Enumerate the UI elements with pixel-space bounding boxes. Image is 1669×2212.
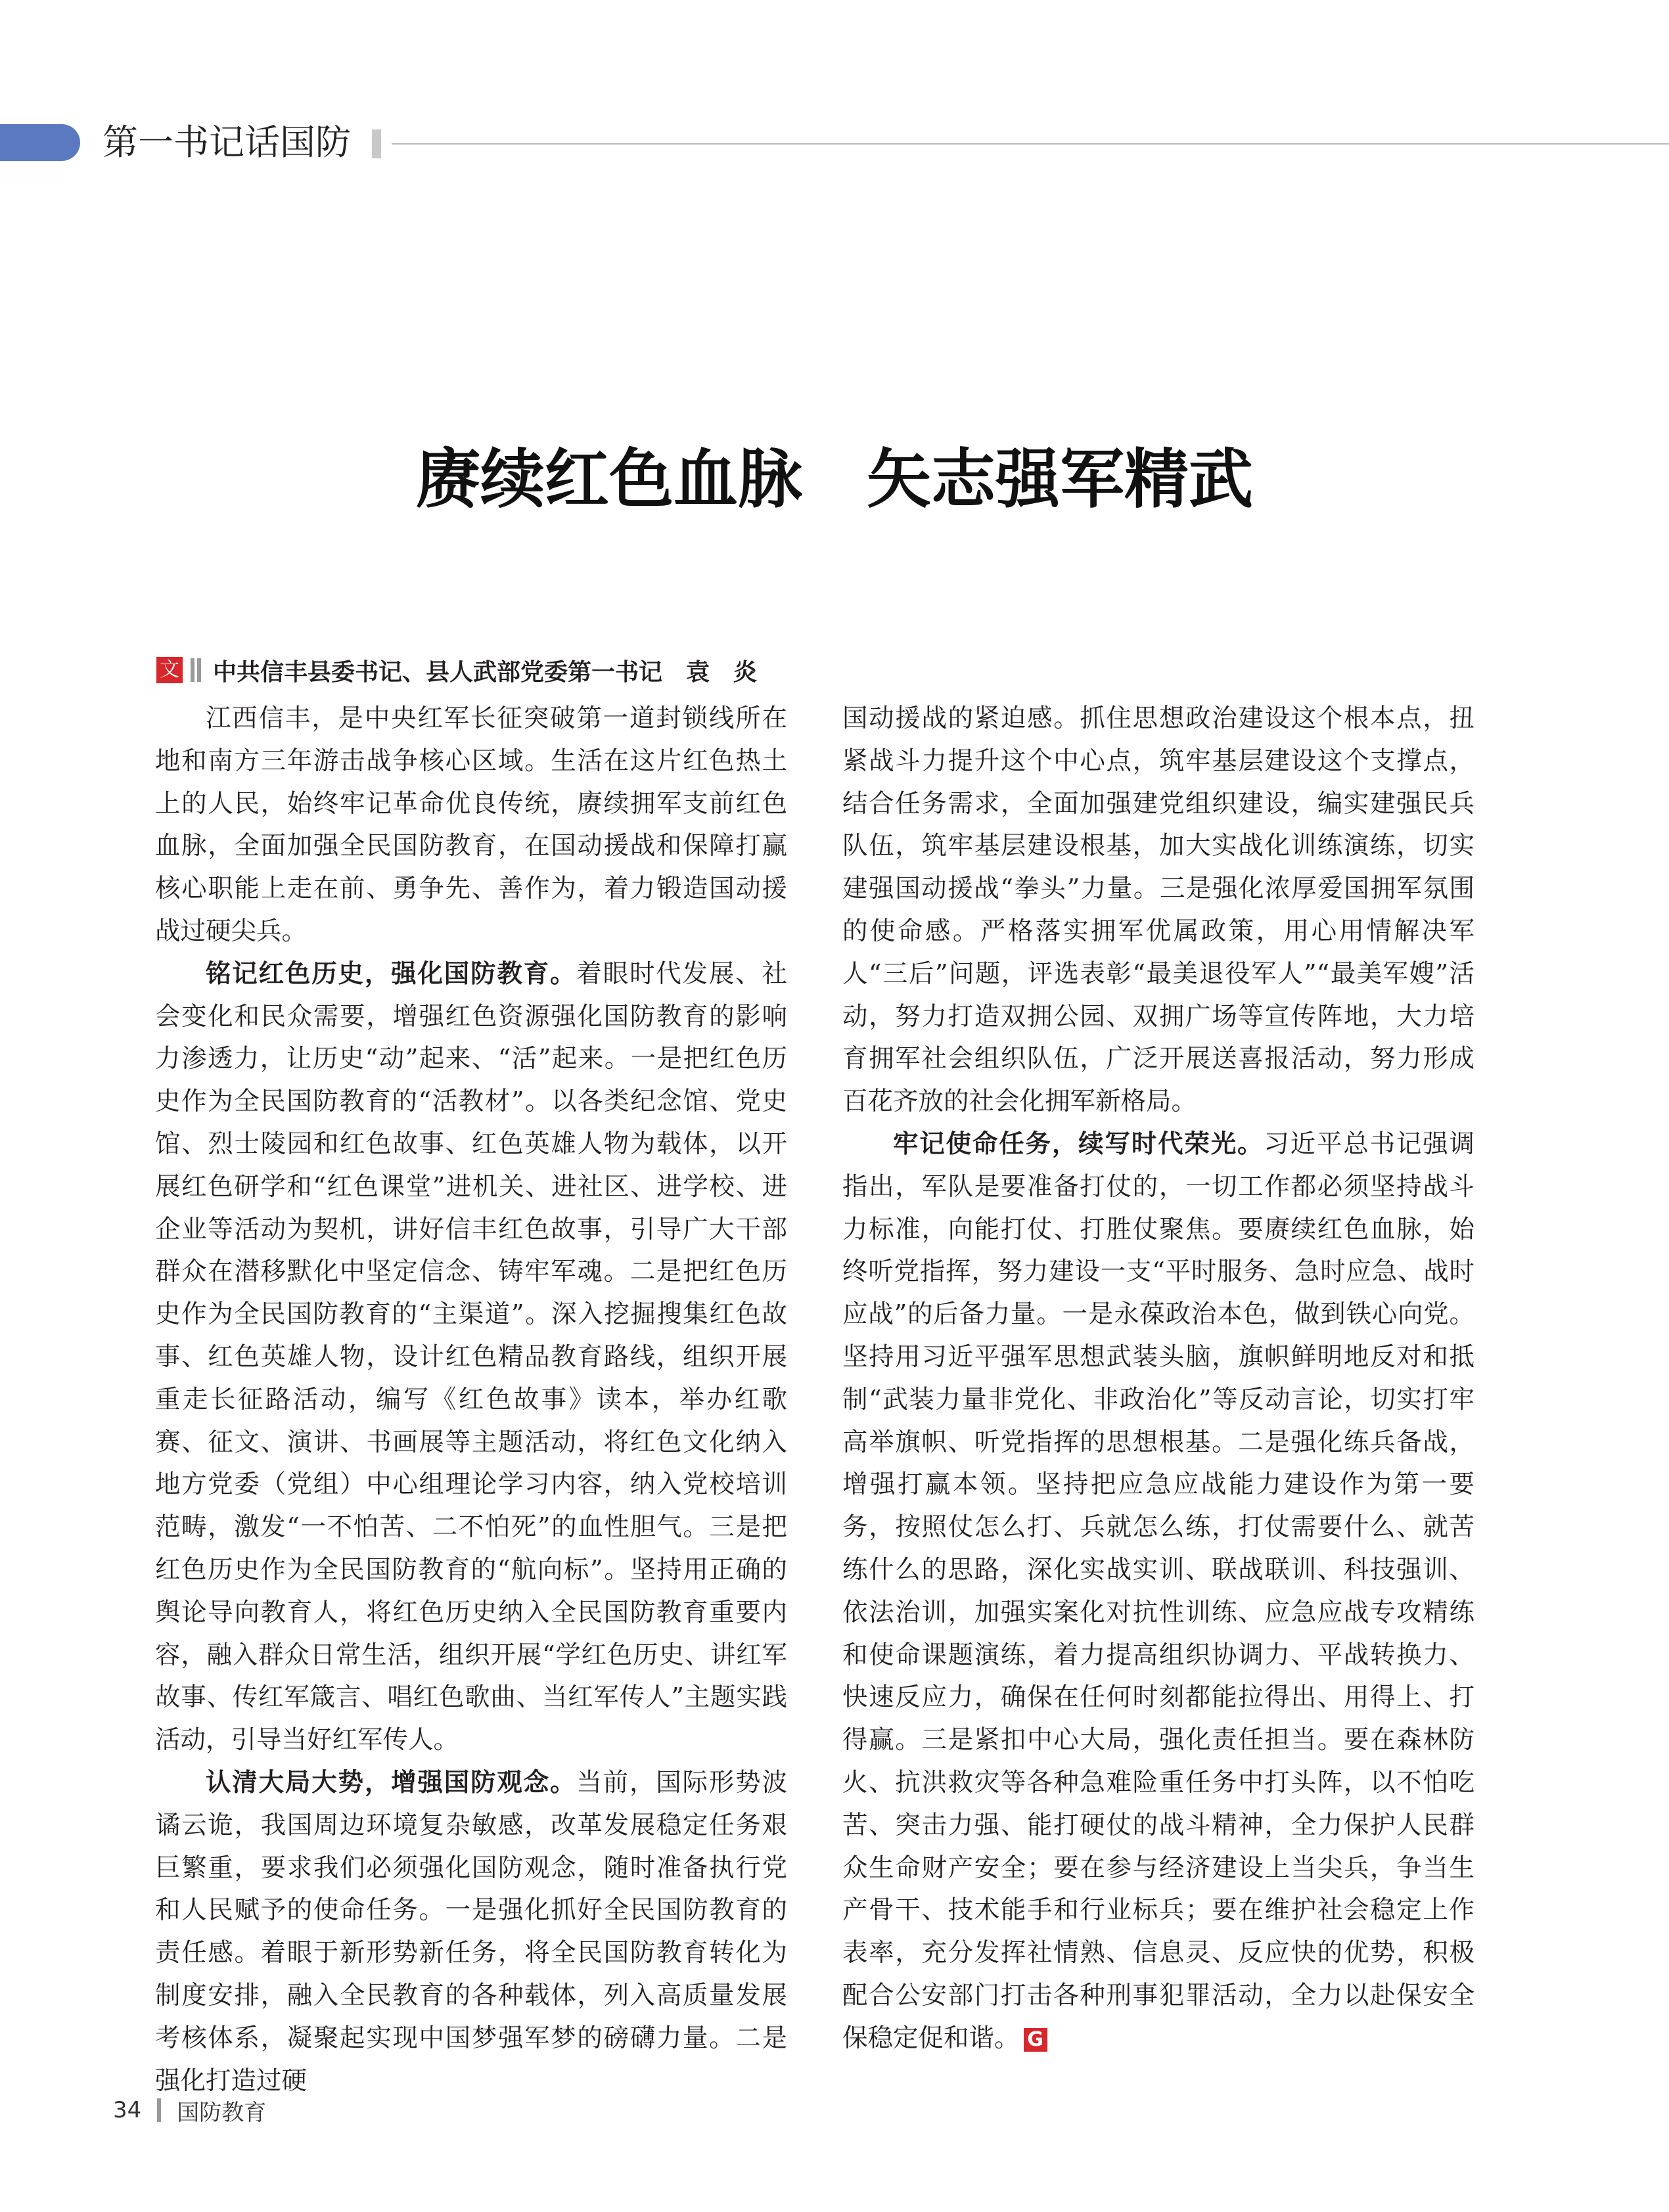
article-column-left [155, 698, 787, 2102]
paragraph-lead: 牢记使命任务，续写时代荣光。 [893, 1129, 1264, 1159]
paragraph-lead: 认清大局大势，增强国防观念。 [206, 1767, 577, 1797]
byline-badge-icon: 文 [156, 657, 183, 683]
byline-author: 中共信丰县委书记、县人武部党委第一书记 袁 炎 [213, 658, 758, 686]
page-number: 34 [113, 2097, 142, 2123]
section-title: 第一书记话国防 [103, 122, 351, 163]
paragraph-section-1 [155, 953, 787, 1762]
paragraph-text: 江西信丰，是中央红军长征突破第一道封锁线所在地和南方三年游击战争核心区域。生活在这片红色热土上的人民，始终牢记革命优良传统，赓续拥军支前红色血脉，全面加强全民国防教育，在国动援战和保障打赢核心职能上走在前、勇争先、善作为，着力锻造国动援战过硬尖兵。 [155, 704, 787, 946]
paragraph-text: 国动援战的紧迫感。抓住思想政治建设这个根本点，扭紧战斗力提升这个中心点，筑牢基层建设这个支撑点，结合任务需求，全面加强建党组织建设，编实建强民兵队伍，筑牢基层建设根基，加大实战化训练演练，切实建强国动援战“拳头”力量。三是强化浓厚爱国拥军氛围的使命感。严格落实拥军优属政策，用心用情解决军人“三后”问题，评选表彰“最美退役军人”“最美军嫂”活动，努力打造双拥公园、双拥广场等宣传阵地，大力培育拥军社会组织队伍，广泛开展送喜报活动，努力形成百花齐放的社会化拥军新格局。 [842, 704, 1475, 1117]
paragraph-continued [842, 698, 1475, 1123]
page-footer [113, 2094, 266, 2126]
paragraph-text: 习近平总书记强调指出，军队是要准备打仗的，一切工作都必须坚持战斗力标准，向能打仗、打胜仗聚焦。要赓续红色血脉，始终听党指挥，努力建设一支“平时服务、急时应急、战时应战”的后备力量。一是永葆政治本色，做到铁心向党。坚持用习近平强军思想武装头脑，旗帜鲜明地反对和抵制“武装力量非党化、非政治化”等反动言论，切实打牢高举旗帜、听党指挥的思想根基。二是强化练兵备战，增强打赢本领。坚持把应急应战能力建设作为第一要务，按照仗怎么打、兵就怎么练，打仗需要什么、就苦练什么的思路，深化实战实训、联战联训、科技强训、依法治训，加强实案化对抗性训练、应急应战专攻精练和使命课题演练，着力提高组织协调力、平战转换力、快速反应力，确保在任何时刻都能拉得出、用得上、打得赢。三是紧扣中心大局，强化责任担当。要在森林防火、抗洪救灾等各种急难险重任务中打头阵，以不怕吃苦、突击力强、能打硬仗的战斗精神，全力保护人民群众生命财产安全；要在参与经济建设上当尖兵，争当生产骨干、技术能手和行业标兵；要在维护社会稳定上作表率，充分发挥社情熟、信息灵、反应快的优势，积极配合公安部门打击各种刑事犯罪活动，全力以赴保安全保稳定促和谐。 [842, 1129, 1475, 2053]
article-title: 赓续红色血脉 矢志强军精武 [415, 442, 1253, 517]
paragraph-text: 着眼时代发展、社会变化和民众需要，增强红色资源强化国防教育的影响力渗透力，让历史“动”起来、“活”起来。一是把红色历史作为全民国防教育的“活教材”。以各类纪念馆、党史馆、烈士陵园和红色故事、红色英雄人物为载体，以开展红色研学和“红色课堂”进机关、进社区、进学校、进企业等活动为契机，讲好信丰红色故事，引导广大干部群众在潜移默化中坚定信念、铸牢军魂。二是把红色历史作为全民国防教育的“主渠道”。深入挖掘搜集红色故事、红色英雄人物，设计红色精品教育路线，组织开展重走长征路活动，编写《红色故事》读本，举办红歌赛、征文、演讲、书画展等主题活动，将红色文化纳入地方党委（党组）中心组理论学习内容，纳入党校培训范畴，激发“一不怕苦、二不怕死”的血性胆气。三是把红色历史作为全民国防教育的“航向标”。坚持用正确的舆论导向教育人，将红色历史纳入全民国防教育重要内容，融入群众日常生活，组织开展“学红色历史、讲红军故事、传红军箴言、唱红色歌曲、当红军传人”主题实践活动，引导当好红军传人。 [155, 959, 787, 1755]
publication-name: 国防教育 [177, 2099, 267, 2126]
section-header-pill [0, 124, 80, 161]
end-mark-icon: G [1024, 2028, 1047, 2052]
header-rule [392, 143, 1669, 145]
byline [156, 656, 757, 685]
paragraph-lead: 铭记红色历史，强化国防教育。 [206, 959, 577, 989]
byline-divider [191, 658, 194, 682]
section-title-divider [372, 129, 381, 158]
paragraph-section-3 [842, 1123, 1475, 2060]
paragraph-section-2 [155, 1762, 787, 2102]
article-column-right [842, 698, 1475, 2060]
paragraph-text: 当前，国际形势波谲云诡，我国周边环境复杂敏感，改革发展稳定任务艰巨繁重，要求我们必须强化国防观念，随时准备执行党和人民赋予的使命任务。一是强化抓好全民国防教育的责任感。着眼于新形势新任务，将全民国防教育转化为制度安排，融入全民教育的各种载体，列入高质量发展考核体系，凝聚起实现中国梦强军梦的磅礴力量。二是强化打造过硬 [155, 1767, 787, 2096]
footer-divider [157, 2098, 161, 2122]
paragraph-intro [155, 698, 787, 953]
